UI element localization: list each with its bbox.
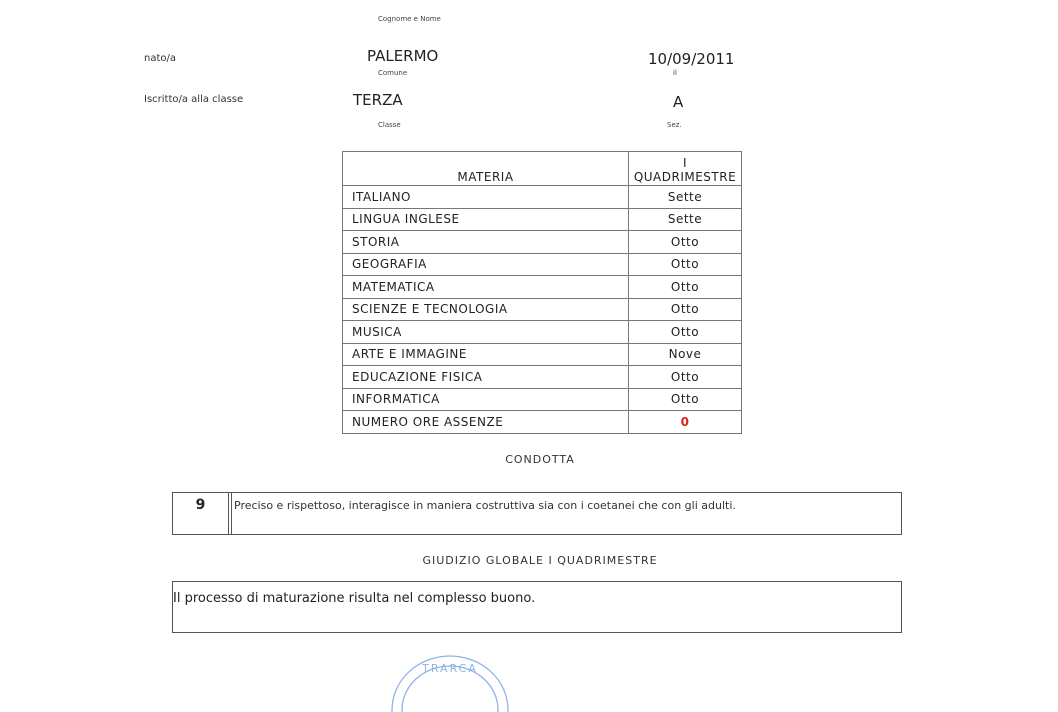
section-caption: Sez. [667, 121, 682, 129]
grade-cell: Otto [629, 321, 742, 344]
table-row [343, 208, 742, 231]
grade-cell: Otto [629, 298, 742, 321]
grades-table [342, 151, 742, 434]
cropped-name-strokes [285, 0, 425, 4]
conduct-box [172, 492, 902, 535]
table-row [343, 321, 742, 344]
school-stamp [384, 652, 516, 712]
subject-cell: MATEMATICA [343, 276, 629, 299]
conduct-text: Preciso e rispettoso, interagisce in maniera costruttiva sia con i coetanei che con gli adulti. [234, 499, 736, 512]
name-caption: Cognome e Nome [378, 15, 441, 23]
student-name-cropped [285, 0, 425, 9]
grade-cell: Otto [629, 231, 742, 254]
grade-cell: Otto [629, 388, 742, 411]
absence-label: NUMERO ORE ASSENZE [343, 411, 629, 434]
table-row [343, 366, 742, 389]
grade-cell: Otto [629, 253, 742, 276]
grade-cell: Nove [629, 343, 742, 366]
absence-row [343, 411, 742, 434]
class-caption: Classe [378, 121, 401, 129]
subject-column-header: MATERIA [343, 152, 629, 186]
grade-column-header [629, 152, 742, 186]
conduct-title: CONDOTTA [505, 453, 575, 466]
table-row [343, 276, 742, 299]
subject-cell: SCIENZE E TECNOLOGIA [343, 298, 629, 321]
subject-cell: LINGUA INGLESE [343, 208, 629, 231]
birthdate: 10/09/2011 [648, 50, 735, 68]
subject-cell: GEOGRAFIA [343, 253, 629, 276]
table-row [343, 186, 742, 209]
table-row [343, 298, 742, 321]
section-value: A [673, 93, 684, 111]
subject-cell: MUSICA [343, 321, 629, 344]
born-label: nato/a [144, 53, 177, 64]
subject-cell: INFORMATICA [343, 388, 629, 411]
grade-header-line2: QUADRIMESTRE [633, 170, 737, 184]
global-title: GIUDIZIO GLOBALE I QUADRIMESTRE [422, 554, 658, 567]
table-row [343, 231, 742, 254]
table-row [343, 343, 742, 366]
grade-cell: Sette [629, 208, 742, 231]
global-box [172, 581, 902, 633]
grades-header-row [343, 152, 742, 186]
enrolled-label: Iscritto/a alla classe [144, 94, 244, 105]
birthplace-caption: Comune [378, 69, 408, 77]
grade-cell: Otto [629, 366, 742, 389]
global-text: Il processo di maturazione risulta nel complesso buono. [173, 591, 536, 606]
class-value: TERZA [353, 91, 403, 109]
birthplace: PALERMO [367, 47, 439, 65]
subject-cell: ARTE E IMMAGINE [343, 343, 629, 366]
subject-cell: STORIA [343, 231, 629, 254]
grade-cell: Sette [629, 186, 742, 209]
absence-value: 0 [629, 411, 742, 434]
conduct-score: 9 [173, 493, 229, 534]
birthdate-caption: il [673, 69, 677, 77]
table-row [343, 253, 742, 276]
grade-cell: Otto [629, 276, 742, 299]
stamp-text: TRARCA [422, 662, 478, 675]
table-row [343, 388, 742, 411]
grade-header-line1: I [682, 156, 688, 170]
subject-cell: EDUCAZIONE FISICA [343, 366, 629, 389]
subject-cell: ITALIANO [343, 186, 629, 209]
